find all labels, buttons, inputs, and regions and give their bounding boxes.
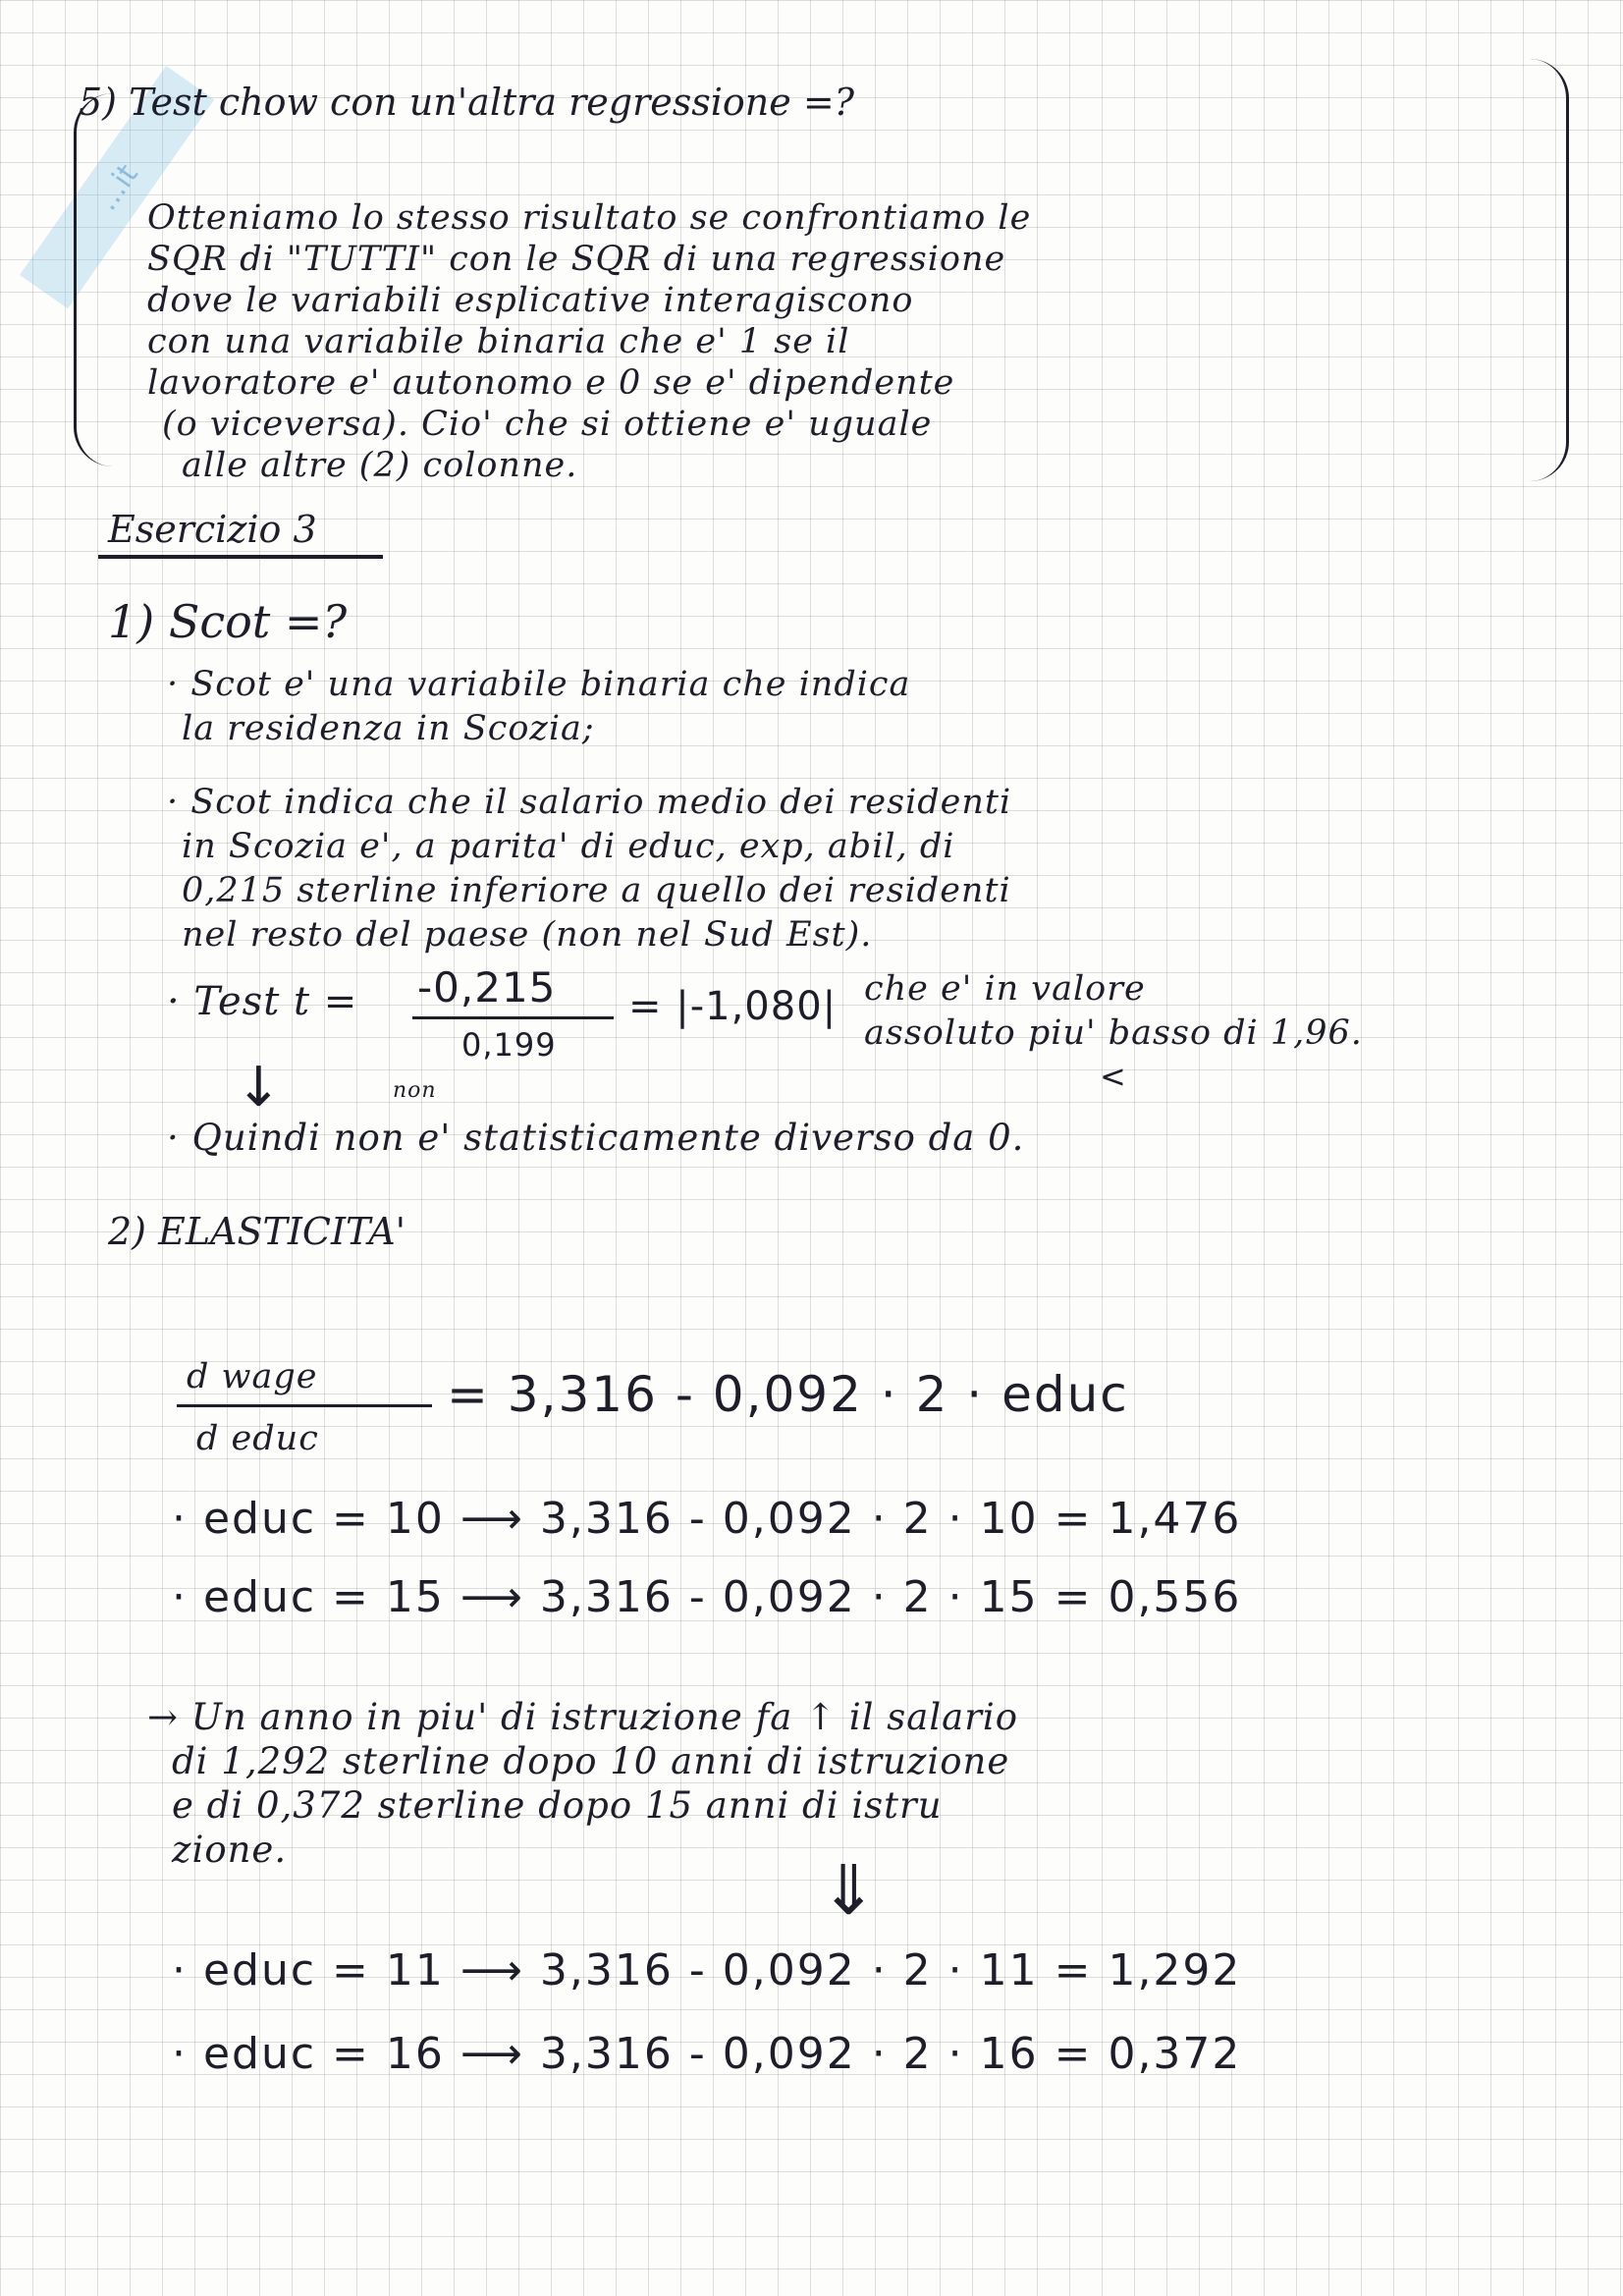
q1-bullet2-line2: in Scozia e', a parita' di educ, exp, abil, di	[182, 827, 955, 866]
q2-calc-educ15: · educ = 15 ⟶ 3,316 - 0,092 · 2 · 15 = 0,556	[172, 1572, 1242, 1622]
q2-deriv-bar	[177, 1404, 432, 1407]
q1-result-text-line1: che e' in valore	[864, 969, 1146, 1009]
watermark-stamp: ...it	[20, 66, 214, 308]
q1-test-prefix: · Test t =	[167, 979, 358, 1024]
right-bracket	[1527, 59, 1569, 481]
q2-calc-educ11: · educ = 11 ⟶ 3,316 - 0,092 · 2 · 11 = 1,292	[172, 1945, 1242, 1995]
q1-conclusion: · Quindi non e' statisticamente diverso da 0.	[167, 1117, 1025, 1159]
exercise-title-underline	[98, 555, 383, 559]
exercise-title: Esercizio 3	[108, 508, 317, 551]
q2-calc-educ10: · educ = 10 ⟶ 3,316 - 0,092 · 2 · 10 = 1,476	[172, 1494, 1242, 1544]
q2-note-line3: e di 0,372 sterline dopo 15 anni di istru	[172, 1784, 943, 1827]
q1-test-result: = |-1,080|	[628, 984, 838, 1029]
section5-line-2: SQR di "TUTTI" con le SQR di una regressione	[147, 240, 1006, 279]
q1-result-text-line2: assoluto piu' basso di 1,96.	[864, 1013, 1363, 1053]
q1-test-denominator: 0,199	[461, 1026, 557, 1064]
q1-less-than: <	[1100, 1058, 1127, 1095]
q1-test-numerator: -0,215	[417, 963, 557, 1011]
section5-line-6: (o viceversa). Cio' che si ottiene e' uguale	[162, 405, 933, 444]
section5-line-3: dove le variabili esplicative interagiscono	[147, 281, 914, 320]
q2-calc-educ16: · educ = 16 ⟶ 3,316 - 0,092 · 2 · 16 = 0,372	[172, 2029, 1242, 2079]
double-down-arrow-icon: ⇓	[820, 1850, 880, 1931]
q1-bullet2-line1: · Scot indica che il salario medio dei residenti	[167, 783, 1012, 822]
q2-title: 2) ELASTICITA'	[108, 1210, 406, 1253]
q2-note-line1: → Un anno in piu' di istruzione fa ↑ il salario	[147, 1696, 1019, 1738]
q1-bullet1-line1: · Scot e' una variabile binaria che indica	[167, 665, 911, 704]
section5-line-4: con una variabile binaria che e' 1 se il	[147, 322, 850, 361]
section5-line-5: lavoratore e' autonomo e 0 se e' dipendente	[147, 363, 955, 403]
down-arrow-icon: ↓	[236, 1056, 283, 1120]
q2-deriv-rhs: = 3,316 - 0,092 · 2 · educ	[447, 1366, 1129, 1423]
q1-bullet2-line3: 0,215 sterline inferiore a quello dei residenti	[182, 871, 1011, 910]
q1-bullet2-line4: nel resto del paese (non nel Sud Est).	[182, 915, 873, 955]
q2-note-line2: di 1,292 sterline dopo 10 anni di istruzione	[172, 1740, 1010, 1782]
q2-deriv-denominator: d educ	[196, 1419, 319, 1458]
q1-non-mark: non	[393, 1078, 437, 1103]
q2-deriv-numerator: d wage	[187, 1357, 318, 1396]
section5-title: 5) Test chow con un'altra regressione =?	[79, 81, 855, 124]
q1-title: 1) Scot =?	[108, 595, 348, 648]
section5-line-7: alle altre (2) colonne.	[182, 446, 578, 485]
q2-note-line4: zione.	[172, 1829, 288, 1871]
section5-line-1: Otteniamo lo stesso risultato se confrontiamo le	[147, 198, 1032, 238]
q1-fraction-bar	[412, 1016, 614, 1019]
left-bracket	[74, 93, 116, 466]
q1-bullet1-line2: la residenza in Scozia;	[182, 709, 595, 748]
